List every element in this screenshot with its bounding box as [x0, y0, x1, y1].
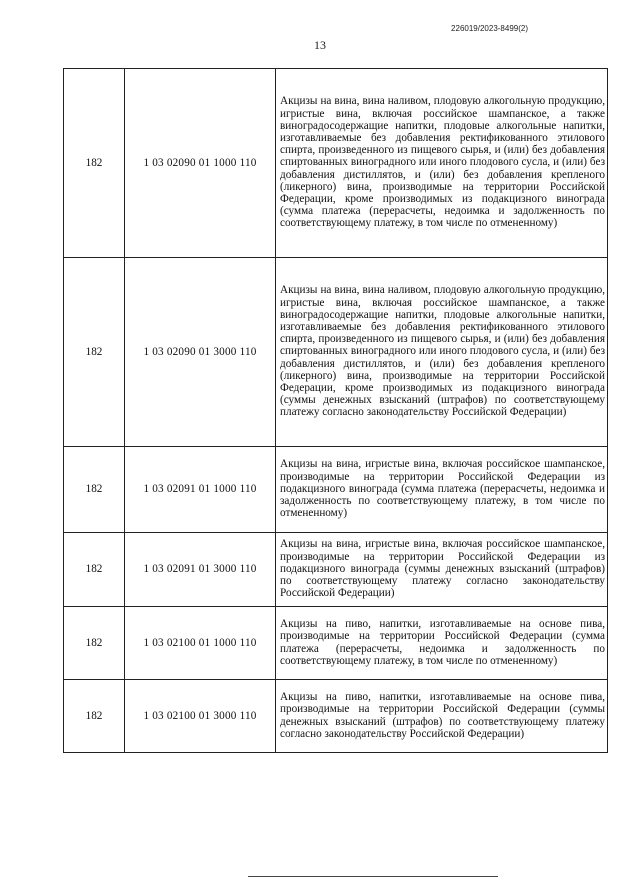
- table-row: [64, 533, 608, 607]
- description-cell: Акцизы на пиво, напитки, изготавливаемые на основе пива, производимые на территории Российской Федерации (сумма платежа (перерасчеты, недоимка и задолженность по соответствующему платежу, в том числе по отмененному): [276, 607, 608, 680]
- description-cell: Акцизы на вина, игристые вина, включая российское шампанское, производимые на территории Российской Федерации из подакцизного винограда (сумма платежа (перерасчеты, недоимка и задолженность по соответствующему платежу, в том числе по отмененному): [276, 447, 608, 533]
- description-cell: Акцизы на вина, вина наливом, плодовую алкогольную продукцию, игристые вина, включая российское шампанское, а также виноградосодержащие напитки, плодовые алкогольные напитки, изготавливаемые без добавления ректификованного этилового спирта, произведенного из пищевого сырья, и (или) без добавления спиртованных виноградного или иного плодового сусла, и (или) без добавления дистиллятов, и (или) без добавления крепленого (ликерного) вина, производимые на территории Российской Федерации, кроме производимых из подакцизного винограда (сумма платежа (перерасчеты, недоимка и задолженность по соответствующему платежу, в том числе по отмененному): [276, 69, 608, 258]
- table-row: [64, 607, 608, 680]
- kbk-code-cell: 1 03 02100 01 1000 110: [125, 607, 276, 680]
- admin-code-cell: 182: [64, 607, 125, 680]
- page-number: 13: [314, 38, 326, 52]
- document-id: 226019/2023-8499(2): [451, 24, 528, 33]
- footer-divider: [248, 876, 498, 877]
- table-row: [64, 680, 608, 753]
- description-cell: Акцизы на пиво, напитки, изготавливаемые на основе пива, производимые на территории Российской Федерации (суммы денежных взысканий (штрафов) по соответствующему платежу согласно законодательству Российской Федерации): [276, 680, 608, 753]
- budget-codes-table: [63, 68, 608, 753]
- admin-code-cell: 182: [64, 447, 125, 533]
- kbk-code-cell: 1 03 02091 01 3000 110: [125, 533, 276, 607]
- kbk-code-cell: 1 03 02090 01 3000 110: [125, 258, 276, 447]
- kbk-code-cell: 1 03 02090 01 1000 110: [125, 69, 276, 258]
- kbk-code-cell: 1 03 02091 01 1000 110: [125, 447, 276, 533]
- admin-code-cell: 182: [64, 680, 125, 753]
- description-cell: Акцизы на вина, вина наливом, плодовую алкогольную продукцию, игристые вина, включая российское шампанское, а также виноградосодержащие напитки, плодовые алкогольные напитки, изготавливаемые без добавления ректификованного этилового спирта, произведенного из пищевого сырья, и (или) без добавления спиртованных виноградного или иного плодового сусла, и (или) без добавления дистиллятов, и (или) без добавления крепленого (ликерного) вина, производимые на территории Российской Федерации, кроме производимых из подакцизного винограда (суммы денежных взысканий (штрафов) по соответствующему платежу согласно законодательству Российской Федерации): [276, 258, 608, 447]
- admin-code-cell: 182: [64, 69, 125, 258]
- table-row: [64, 258, 608, 447]
- table-row: [64, 69, 608, 258]
- kbk-code-cell: 1 03 02100 01 3000 110: [125, 680, 276, 753]
- admin-code-cell: 182: [64, 258, 125, 447]
- description-cell: Акцизы на вина, игристые вина, включая российское шампанское, производимые на территории Российской Федерации из подакцизного винограда (суммы денежных взысканий (штрафов) по соответствующему платежу согласно законодательству Российской Федерации): [276, 533, 608, 607]
- admin-code-cell: 182: [64, 533, 125, 607]
- table-row: [64, 447, 608, 533]
